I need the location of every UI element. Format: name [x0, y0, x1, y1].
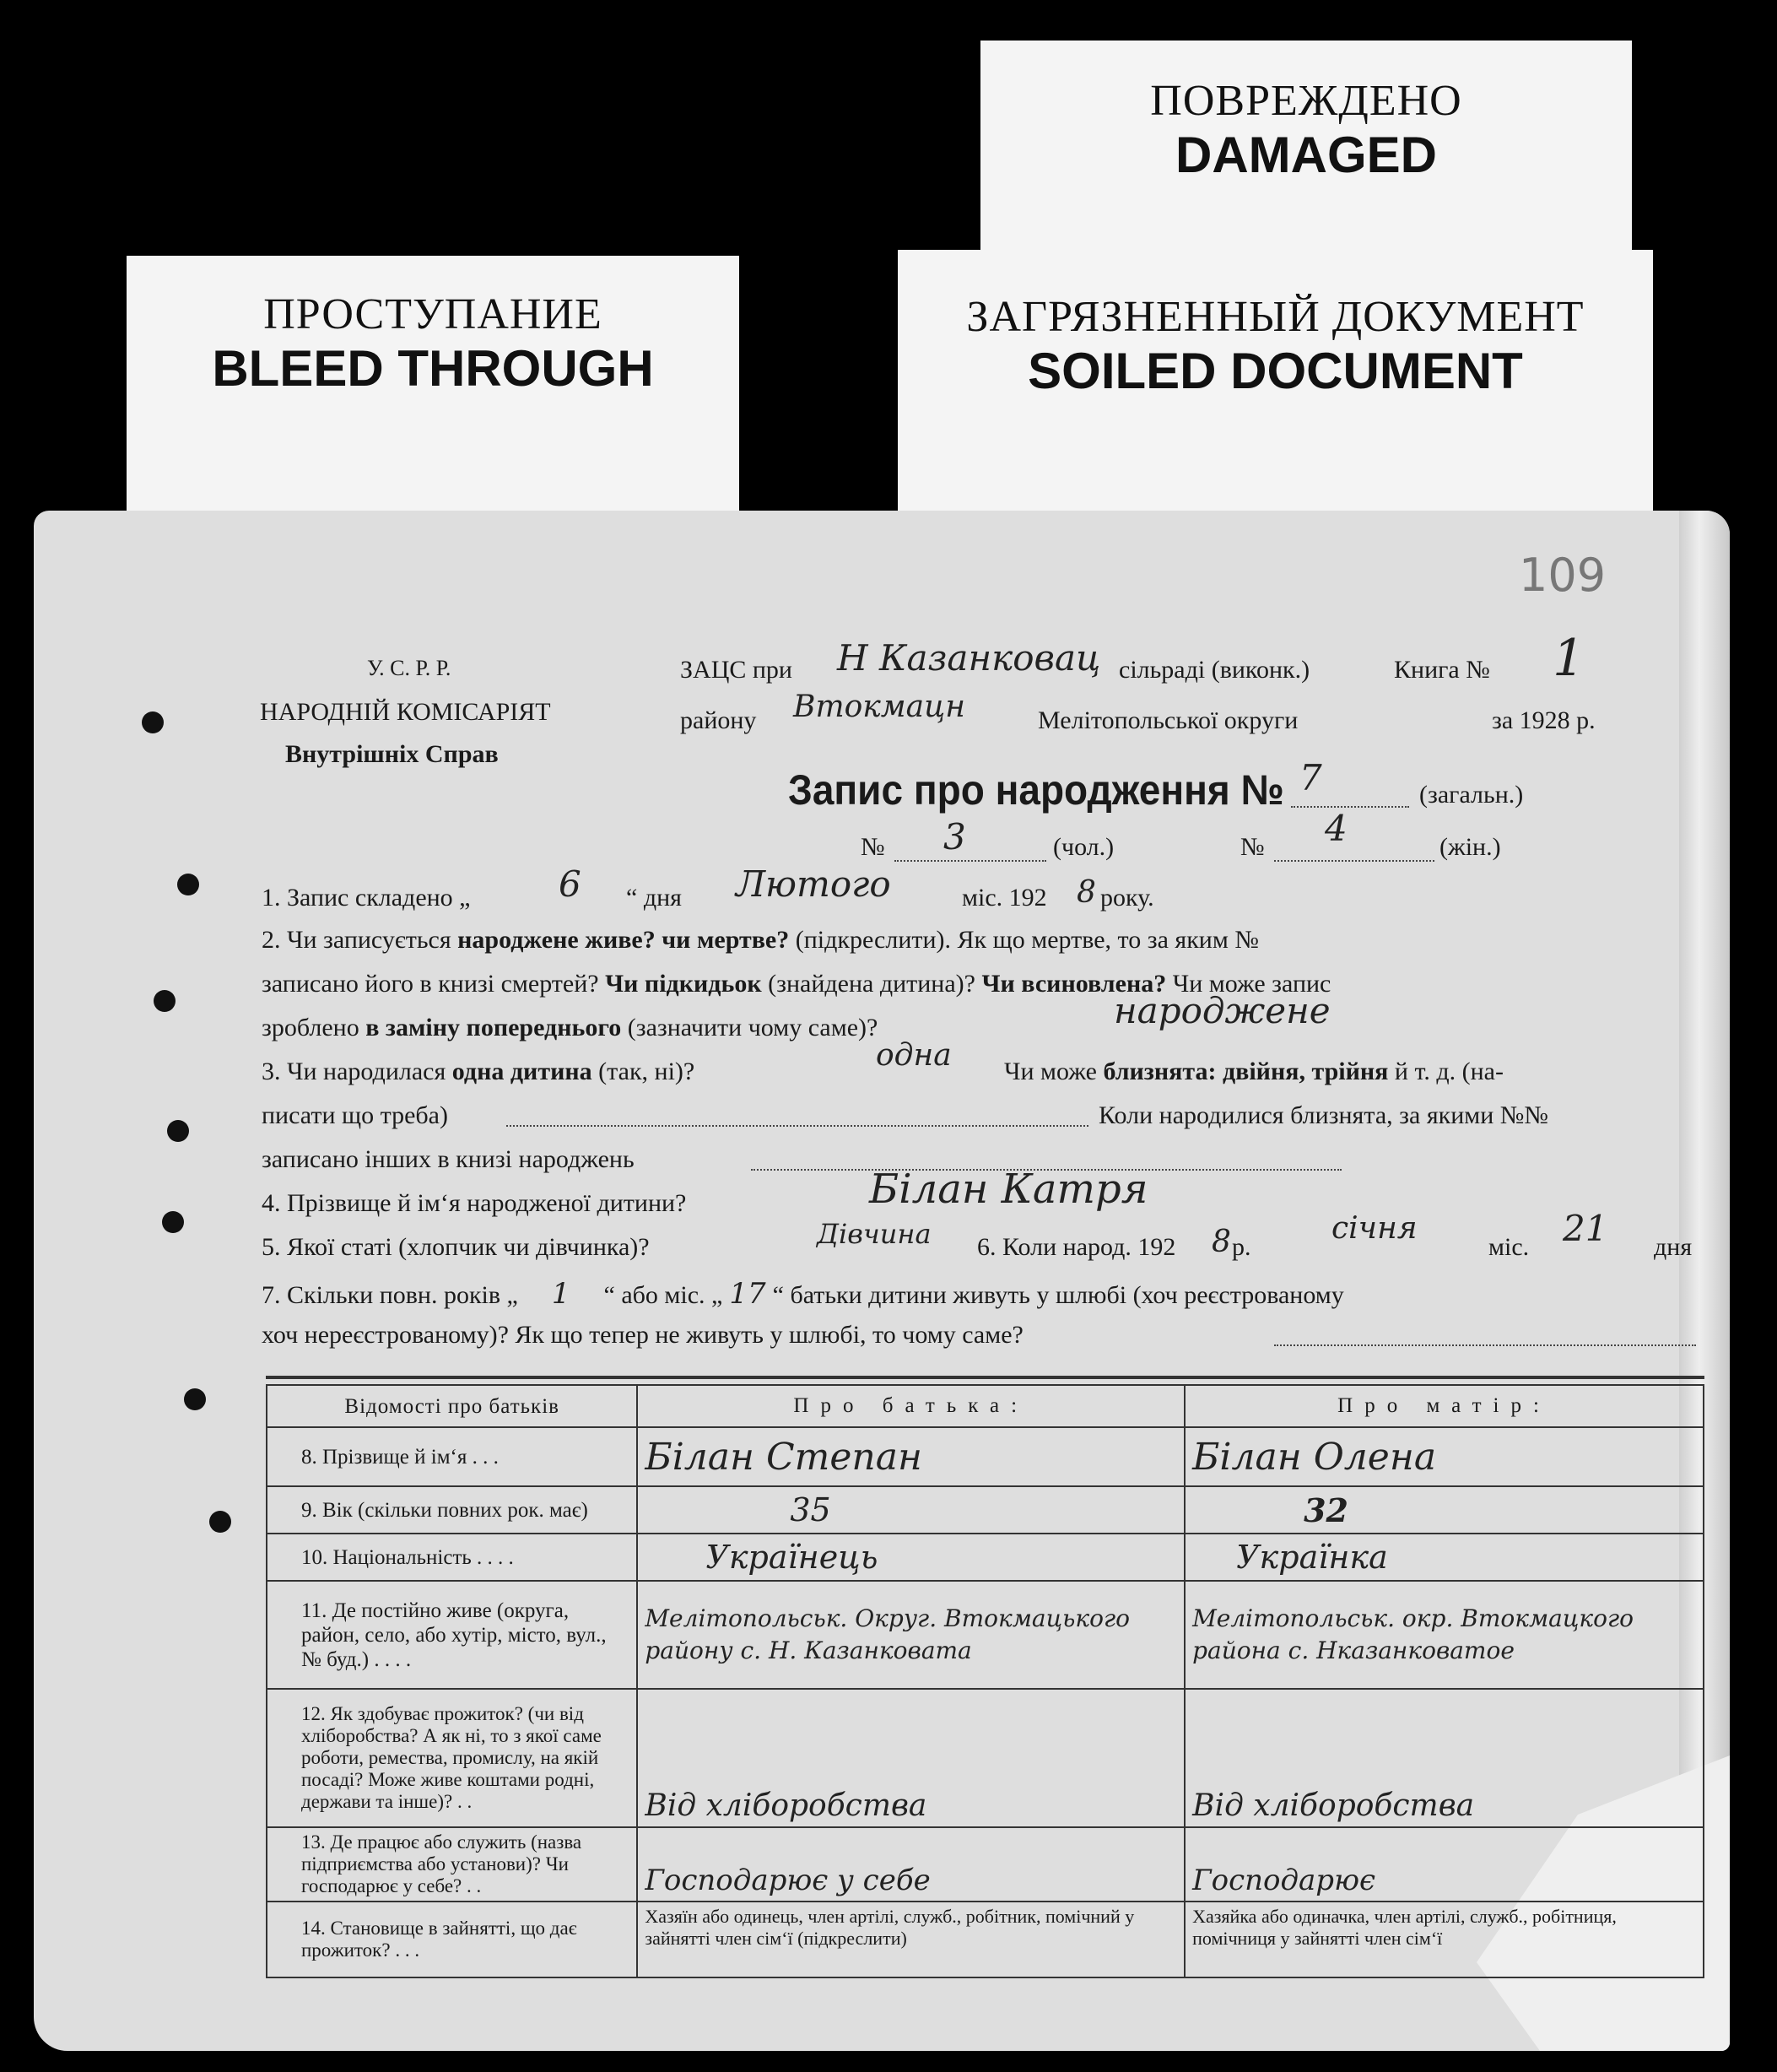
q3-line2-dots [506, 1125, 1088, 1127]
q5-label: 5. Якої статі (хлопчик чи дівчинка)? [262, 1233, 650, 1261]
punch-hole [167, 1120, 189, 1142]
mother-nationality-cell [1185, 1534, 1704, 1581]
rayon-label: району [680, 706, 757, 734]
male-number-sign: № [861, 833, 885, 861]
q2-line3-b: в заміну попереднього [365, 1014, 622, 1041]
table-row [267, 1902, 1704, 1977]
mother-address-handwritten: Мелітопольськ. окр. Втокмацкого района с. Нказанковатое [1192, 1604, 1634, 1664]
father-status-cell: Хазяїн або одинець, член артілі, служб., робітник, помічний у зайнятті член сім‘ї (підкреслити) [637, 1902, 1185, 1977]
q2-handwritten: народжене [1114, 990, 1331, 1031]
q1-year-handwritten: 8 [1077, 875, 1096, 910]
row-question: 10. Національність . . . . [267, 1534, 637, 1581]
table-row [267, 1689, 1704, 1827]
row-question: 12. Як здобуває прожиток? (чи від хліборобства? А як ні, то з якої саме роботи, ремества, промислу, на якій посаді? Може живе коштами родні, держави та інше)? . . [267, 1689, 637, 1827]
mother-work-handwritten: Господарює [1192, 1864, 1376, 1897]
mother-status-cell: Хазяйка або одиначка, член артілі, служб., робітниця, помічниця у зайнятті член сім‘ї [1185, 1902, 1704, 1977]
punch-hole [142, 711, 164, 733]
q2-line2-a: записано його в книзі смертей? [262, 970, 606, 998]
okrug-label: Мелітопольської округи [1038, 706, 1299, 734]
mother-name-handwritten: Білан Олена [1192, 1435, 1437, 1479]
female-number-line [1274, 860, 1434, 862]
table-row [267, 1827, 1704, 1902]
father-nationality-cell [637, 1534, 1185, 1581]
q2-line1-c: (підкреслити). Як що мертве, то за яким № [789, 926, 1259, 954]
mother-age-cell [1185, 1486, 1704, 1534]
damaged-label-ru: ПОВРЕЖДЕНО [1150, 77, 1462, 125]
father-age-cell [637, 1486, 1185, 1534]
father-nationality-handwritten: Українець [705, 1539, 878, 1576]
father-age-handwritten: 35 [790, 1491, 831, 1528]
q6-year-handwritten: 8 [1212, 1225, 1231, 1259]
father-name-handwritten: Білан Степан [645, 1435, 922, 1479]
q3-line1-a: 3. Чи народилася [262, 1058, 452, 1085]
q3-line1-e: близнята: двійня, трійня [1103, 1058, 1389, 1085]
father-livelihood-handwritten: Від хліборобства [645, 1788, 927, 1823]
female-number-handwritten: 4 [1325, 808, 1348, 849]
q7-line1-c: “ батьки дитини живуть у шлюбі (хоч реєстрованому [772, 1281, 1344, 1309]
father-work-cell [637, 1827, 1185, 1902]
row-question: 8. Прізвище й ім‘я . . . [267, 1427, 637, 1486]
mother-livelihood-cell [1185, 1689, 1704, 1827]
mother-work-cell [1185, 1827, 1704, 1902]
table-header-father: Про батька: [637, 1385, 1185, 1427]
page-number: 109 [1519, 549, 1607, 602]
q1-day-handwritten: 6 [559, 863, 581, 905]
q3-line1-left [262, 1058, 694, 1086]
q7-years-handwritten: 1 [551, 1277, 570, 1311]
q7-line1-b: “ або міс. „ [603, 1281, 723, 1309]
q2-line1 [262, 926, 1259, 955]
table-header-mother: Про матір: [1185, 1385, 1704, 1427]
q6-month-handwritten: січня [1331, 1211, 1418, 1246]
male-label: (чол.) [1053, 833, 1115, 861]
bleed-label-en: BLEED THROUGH [212, 340, 654, 397]
table-header-info: Відомості про батьків [267, 1385, 637, 1427]
table-header-row [267, 1385, 1704, 1427]
q1-month-handwritten: Лютого [736, 863, 891, 905]
father-work-handwritten: Господарює у себе [645, 1864, 931, 1897]
punch-hole [177, 874, 199, 895]
table-row [267, 1427, 1704, 1486]
silradi-label: сільраді (виконк.) [1119, 656, 1310, 684]
q1-year-label: року. [1100, 884, 1154, 912]
q3-line1-b: одна дитина [451, 1058, 592, 1085]
mother-livelihood-handwritten: Від хліборобства [1192, 1788, 1475, 1823]
bleed-label-ru: ПРОСТУПАНИЕ [263, 290, 602, 338]
q2-line3 [262, 1014, 878, 1042]
mother-nationality-handwritten: Українка [1236, 1539, 1388, 1576]
table-row [267, 1486, 1704, 1534]
usrr-heading: У. С. Р. Р. [367, 656, 451, 680]
table-row [267, 1581, 1704, 1689]
q1-month-label: міс. 192 [962, 884, 1047, 912]
mother-address-cell [1185, 1581, 1704, 1689]
q6-year-suffix: р. [1232, 1233, 1251, 1261]
book-label: Книга № [1394, 656, 1490, 684]
q2-line1-b: народжене живе? чи мертве? [457, 926, 790, 954]
table-top-rule [266, 1376, 1704, 1379]
year-label: за 1928 р. [1492, 706, 1596, 734]
q1-prefix: 1. Запис складено „ [262, 884, 471, 912]
row-question: 9. Вік (скільки повних рок. має) [267, 1486, 637, 1534]
q3-handwritten: одна [876, 1038, 952, 1073]
q4-child-name-handwritten: Білан Катря [869, 1166, 1148, 1213]
total-number-handwritten: 7 [1299, 757, 1322, 798]
soiled-label-ru: ЗАГРЯЗНЕННЫЙ ДОКУМЕНТ [966, 293, 1585, 341]
q7-months-handwritten: 17 [729, 1277, 766, 1311]
q3-line3: записано інших в книзі народжень [262, 1145, 635, 1173]
q3-line1-right [1004, 1058, 1504, 1086]
birth-record-document [34, 511, 1730, 2051]
q6-day-label: дня [1654, 1233, 1693, 1261]
punch-hole [209, 1511, 231, 1533]
q7-line2-dots [1274, 1344, 1696, 1346]
q7-line1 [262, 1277, 1344, 1311]
q3-line1-d: Чи може [1004, 1058, 1104, 1085]
soiled-label-en: SOILED DOCUMENT [1028, 343, 1523, 399]
soiled-document-label [898, 250, 1653, 516]
row-question: 14. Становище в зайнятті, що дає прожиток? . . . [267, 1902, 637, 1977]
father-name-cell [637, 1427, 1185, 1486]
q1-day-label: “ дня [626, 884, 682, 912]
row-question: 13. Де працює або служить (назва підприємства або установи)? Чи господарює у себе? . . [267, 1827, 637, 1902]
damaged-label-en: DAMAGED [1175, 127, 1437, 183]
punch-hole [154, 990, 176, 1012]
q6-label: 6. Коли народ. 192 [977, 1233, 1176, 1261]
q2-line3-a: зроблено [262, 1014, 366, 1041]
q4-label: 4. Прізвище й ім‘я народженої дитини? [262, 1189, 687, 1217]
male-number-handwritten: 3 [943, 816, 966, 857]
total-number-line [1291, 806, 1409, 808]
q2-line1-a: 2. Чи записується [262, 926, 458, 954]
male-number-line [894, 860, 1046, 862]
parents-table [266, 1384, 1704, 1978]
father-address-handwritten: Мелітопольськ. Округ. Втокмацького району с. Н. Казанковата [645, 1604, 1130, 1664]
punch-hole [184, 1388, 206, 1410]
female-number-sign: № [1240, 833, 1265, 861]
q6-day-handwritten: 21 [1563, 1208, 1608, 1249]
q7-line2: хоч нереєстрованому)? Як що тепер не живуть у шлюбі, то чому саме? [262, 1321, 1024, 1349]
punch-hole [162, 1211, 184, 1233]
total-label: (загальн.) [1419, 781, 1524, 809]
table-row [267, 1534, 1704, 1581]
rayon-handwritten: Втокмацн [793, 690, 965, 724]
q3-line1-c: (так, ні)? [591, 1058, 695, 1085]
q3-line2-a: писати що треба) [262, 1101, 448, 1129]
bleed-through-label [127, 256, 739, 517]
q2-line2-b: Чи підкидьок [605, 970, 762, 998]
q2-line2-e: Чи може запис [1166, 970, 1331, 998]
q7-line1-a: 7. Скільки повн. років „ [262, 1281, 518, 1309]
q3-line2-b: Коли народилися близнята, за якими №№ [1099, 1101, 1549, 1129]
damaged-label [980, 41, 1632, 258]
commissariat-heading: НАРОДНІЙ КОМІСАРІЯТ [260, 698, 551, 726]
mother-age-handwritten: 32 [1304, 1490, 1348, 1529]
q6-month-label: міс. [1488, 1233, 1530, 1261]
record-title: Запис про народження № [788, 766, 1284, 814]
q2-line2-c: (знайдена дитина)? [761, 970, 982, 998]
q2-line3-c: (зазначити чому саме)? [621, 1014, 878, 1041]
village-handwritten: Н Казанковац [837, 637, 1101, 679]
zags-label: ЗАЦС при [680, 656, 792, 684]
mother-name-cell [1185, 1427, 1704, 1486]
father-address-cell [637, 1581, 1185, 1689]
internal-affairs-heading: Внутрішніх Справ [285, 740, 499, 768]
q2-line2-d: Чи всиновлена? [981, 970, 1167, 998]
book-number-handwritten: 1 [1553, 629, 1585, 688]
father-livelihood-cell [637, 1689, 1185, 1827]
q3-line1-f: й т. д. (на- [1388, 1058, 1504, 1085]
female-label: (жін.) [1439, 833, 1501, 861]
q5-sex-handwritten: Дівчина [817, 1218, 932, 1250]
row-question: 11. Де постійно живе (округа, район, село, або хутір, місто, вул., № буд.) . . . . [267, 1581, 637, 1689]
